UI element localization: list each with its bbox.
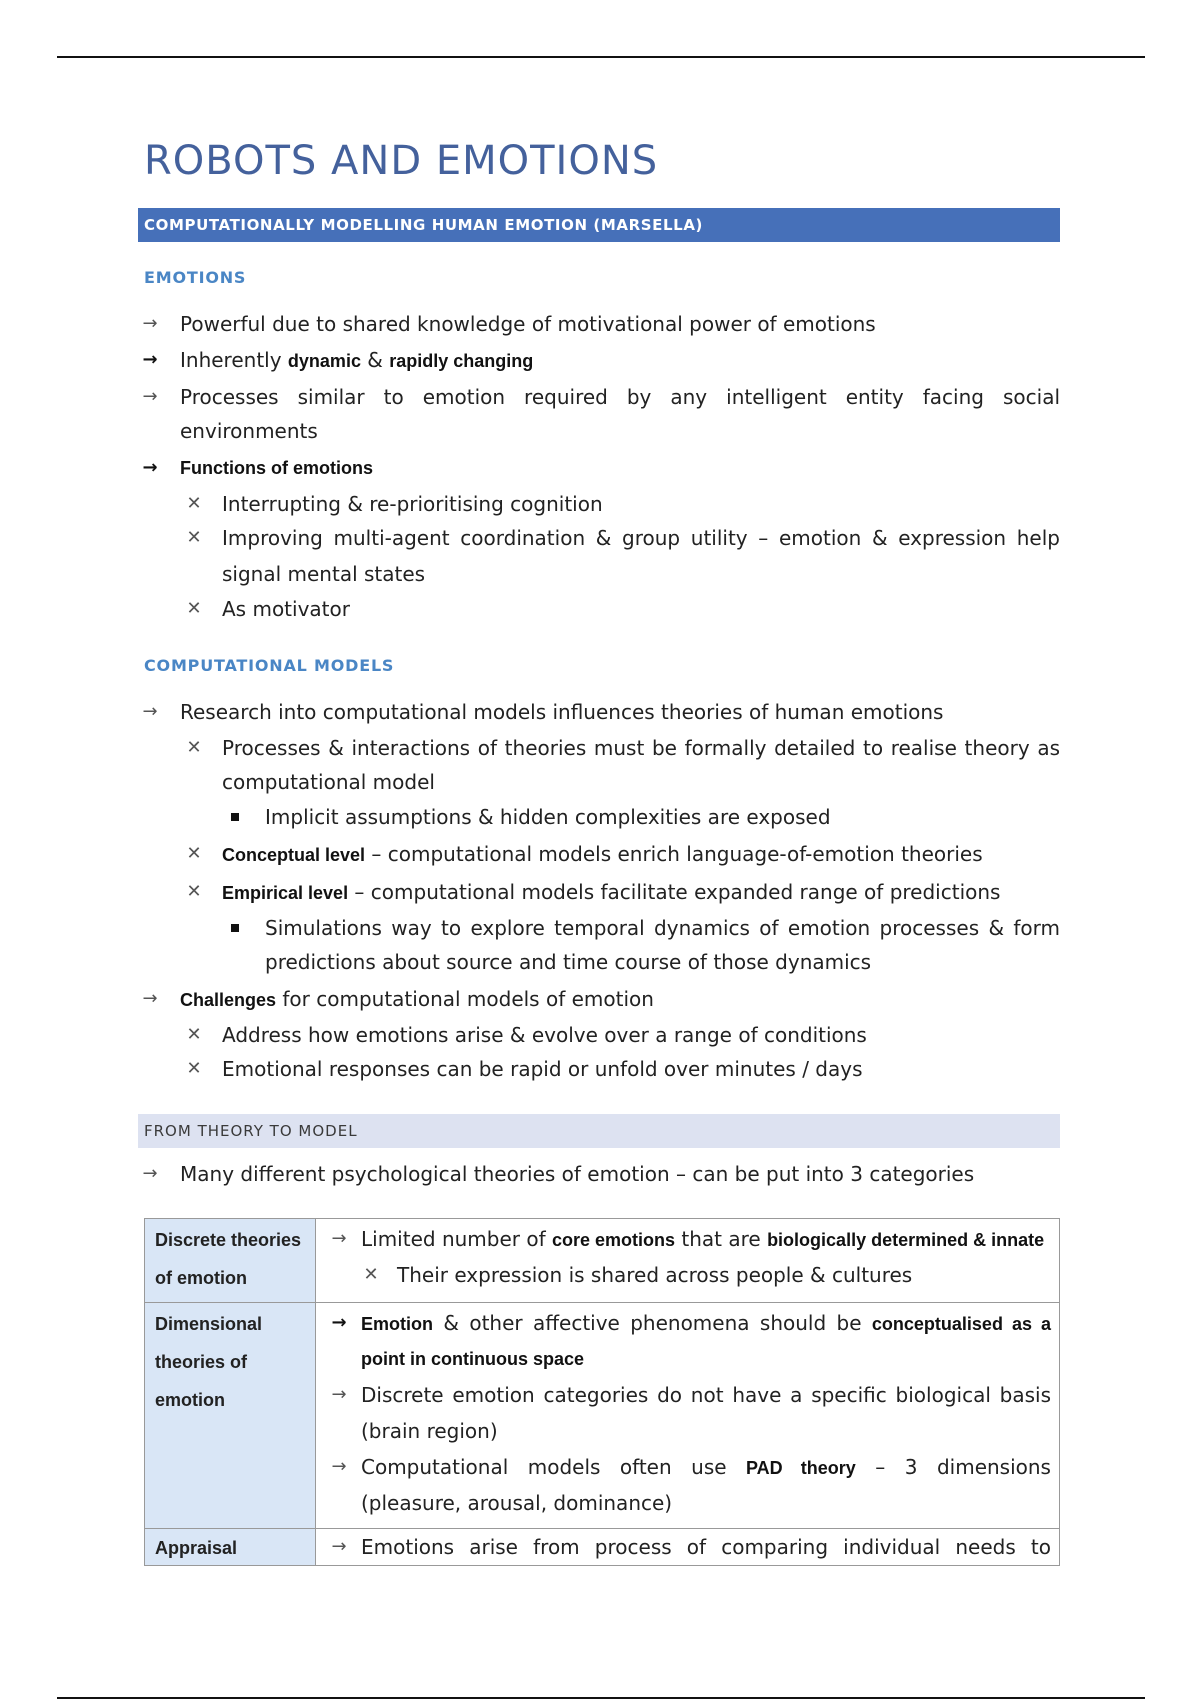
arrow-icon: → (142, 349, 158, 370)
page-title: ROBOTS AND EMOTIONS (144, 138, 659, 184)
arrow-icon: → (142, 457, 158, 478)
cross-icon: ✕ (186, 843, 202, 864)
subheading-emotions: EMOTIONS (144, 268, 247, 287)
arrow-icon: → (331, 1384, 347, 1405)
arrow-icon: → (331, 1312, 347, 1333)
cross-icon: ✕ (363, 1264, 379, 1285)
arrow-icon: → (331, 1536, 347, 1557)
section-heading-theory-to-model: FROM THEORY TO MODEL (138, 1114, 1060, 1148)
square-bullet-icon (231, 813, 239, 821)
cross-icon: ✕ (186, 881, 202, 902)
arrow-icon: → (142, 313, 158, 334)
cross-icon: ✕ (186, 493, 202, 514)
theories-table: Discrete theories of emotion → Limited number of core emotions that are biologically determined & innate ✕ Their expression is shared across people & cultures Dimensional theories of emotion → Emotion & other affective phenomena should be conceptualised as a point in continuous space → Discrete emotion categories do not have a specific biological basis (brain region) → Computational models often use PAD theory – 3 dimensions (pleasure, arousal, dominance) Appraisal → Emotions arise from process of comparing individual needs to (144, 1218, 1060, 1566)
arrow-icon: → (331, 1228, 347, 1249)
arrow-icon: → (142, 1163, 158, 1184)
arrow-icon: → (142, 988, 158, 1009)
arrow-icon: → (331, 1456, 347, 1477)
category-appraisal: Appraisal (155, 1538, 238, 1558)
cross-icon: ✕ (186, 598, 202, 619)
category-dimensional: Dimensional theories of emotion (155, 1314, 263, 1410)
section-heading-marsella: COMPUTATIONALLY MODELLING HUMAN EMOTION (MARSELLA) (138, 208, 1060, 242)
category-discrete: Discrete theories of emotion (155, 1230, 302, 1288)
square-bullet-icon (231, 924, 239, 932)
cross-icon: ✕ (186, 737, 202, 758)
cross-icon: ✕ (186, 527, 202, 548)
arrow-icon: → (142, 386, 158, 407)
cross-icon: ✕ (186, 1024, 202, 1045)
cross-icon: ✕ (186, 1058, 202, 1079)
bottom-rule (57, 1697, 1145, 1699)
top-rule (57, 56, 1145, 58)
subheading-computational-models: COMPUTATIONAL MODELS (144, 656, 395, 675)
row-divider (145, 1302, 1059, 1303)
arrow-icon: → (142, 701, 158, 722)
